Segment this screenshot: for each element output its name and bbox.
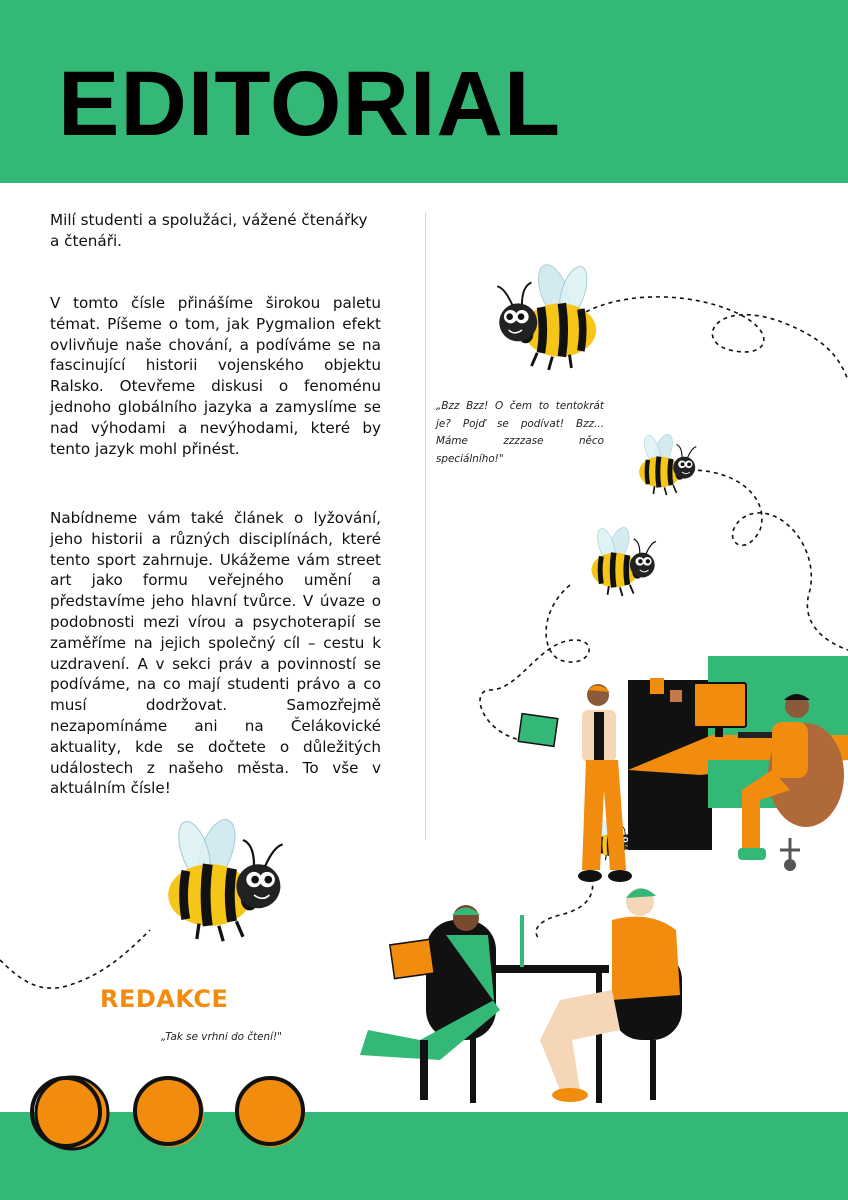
footer-circle-3 (237, 1078, 305, 1147)
bee-large-top (497, 261, 596, 370)
bee-speech-quote: „Bzz Bzz! O čem to tentokrát je? Pojď se podívat! Bzz... Máme zzzzase něco speciálního!" (436, 400, 604, 465)
greeting-text: Milí studenti a spolužáci, vážené čtenářky a čtenáři. (50, 211, 368, 250)
laptop-icon (518, 714, 558, 747)
flight-path-left (0, 930, 150, 988)
bee-mid-right (591, 525, 655, 596)
intro-paragraph: V tomto čísle přinášíme širokou paletu témat. Píšeme o tom, jak Pygmalion efekt ovlivňuje naše chování, a podíváme se na fascinující historii vojenského objektu Ralsko. Otevřeme diskusi o fenoménu jednoho globálního jazyka a zamyslíme se nad výhodami a nevýhodami, které by tento jazyk mohl přinést. (50, 294, 381, 458)
page-title: EDITORIAL (58, 53, 562, 155)
monitor-icon (694, 683, 746, 727)
flight-path-mid (690, 470, 848, 650)
contents-paragraph: Nabídneme vám také článek o lyžování, jeho historii a různých disciplínách, které tento sport zahrnuje. Ukážeme vám street art jako formu veřejného umění a představíme jeho hlavní tvůrce. V úvaze o podobnosti mezi vírou a psychoterapií se zaměříme na jejich společný cíl – cestu k uzdravení. A v sekci práv a povinností se podíváme, na co mají studenti právo a co musí dodržovat. Samozřejmě nezapomínáme ani na Čelákovické aktuality, kde se dočtete o důležitých událostech z našeho města. To vše v aktuálním čísle! (50, 509, 381, 798)
bee-small-right (639, 432, 696, 495)
signature-quote: „Tak se vrhni do čtení!" (161, 1031, 282, 1043)
flight-path-top (560, 297, 848, 380)
footer-circle-2 (135, 1078, 204, 1147)
bee-large-left (168, 815, 282, 941)
signature-name: REDAKCE (100, 985, 229, 1013)
footer-circle-1 (32, 1077, 108, 1149)
